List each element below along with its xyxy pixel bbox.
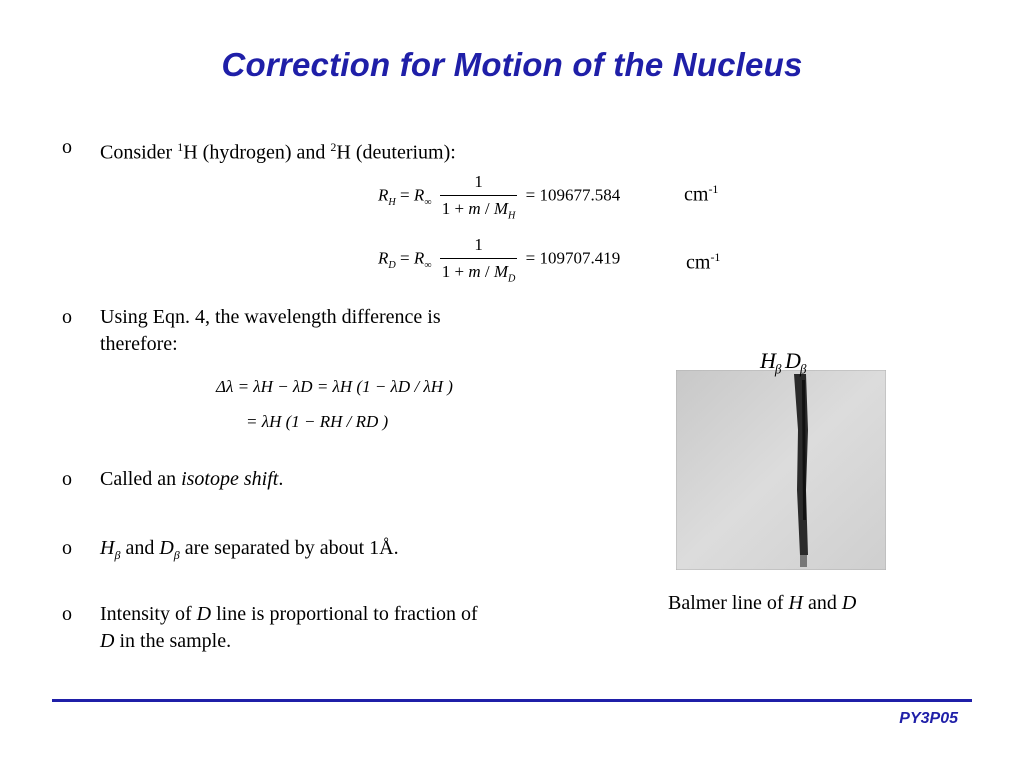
bullet-marker: o bbox=[62, 306, 72, 328]
text: . bbox=[278, 468, 284, 490]
superscript: 2 bbox=[330, 140, 337, 154]
text: therefore: bbox=[100, 333, 178, 355]
fraction: $\frac{1}{1 + m / M_D}$ bbox=[441, 235, 516, 285]
text: H (hydrogen) and bbox=[183, 141, 331, 164]
footer-course-code: PY3P05 bbox=[899, 710, 958, 727]
text: Called an bbox=[100, 468, 182, 490]
unit-rh: $cm^{-1}$ bbox=[684, 182, 719, 206]
balmer-spectrum-image bbox=[676, 370, 886, 570]
text: H (deuterium): bbox=[336, 141, 456, 164]
italic-term: isotope shift bbox=[181, 468, 279, 490]
equation-delta-lambda-2: = λH (1 − RH / RD ) bbox=[246, 412, 389, 431]
text: Consider bbox=[100, 141, 178, 164]
bullet-isotope-shift bbox=[100, 466, 283, 493]
bullet-intensity: Intensity of D line is proportional to fraction of D in the sample. bbox=[100, 603, 478, 652]
footer-rule bbox=[52, 699, 972, 702]
spectrum-labels: $H_\beta$ $D_\beta$ bbox=[760, 348, 806, 377]
slide-title: Correction for Motion of the Nucleus bbox=[221, 46, 803, 83]
superscript: 1 bbox=[177, 140, 184, 154]
unit-rd: $cm^{-1}$ bbox=[686, 250, 721, 274]
bullet-wavelength bbox=[100, 304, 441, 358]
text: Using Eqn. 4, the wavelength difference is bbox=[100, 306, 441, 328]
equation-rd: $R_D = R_\infty$ $\frac{1}{1 + m / M_D}$ = 109707.419 bbox=[378, 235, 621, 285]
bullet-marker: o bbox=[62, 537, 72, 559]
bullet-separation: $H_\beta$ and $D_\beta$ are separated by about 1Å. bbox=[100, 537, 399, 562]
bullet-marker: o bbox=[62, 603, 72, 625]
bullet-marker: o bbox=[62, 136, 72, 158]
equation-rh: $R_H = R_\infty$ $\frac{1}{1 + m / M_H}$ = 109677.584 bbox=[378, 172, 621, 222]
bullet-marker: o bbox=[62, 468, 72, 490]
figure-caption: Balmer line of H and D bbox=[668, 592, 857, 614]
equation-delta-lambda: Δλ = λH − λD = λH (1 − λD / λH ) bbox=[216, 377, 453, 396]
fraction: $\frac{1}{1 + m / M_H}$ bbox=[441, 172, 516, 222]
bullet-consider bbox=[100, 134, 456, 167]
